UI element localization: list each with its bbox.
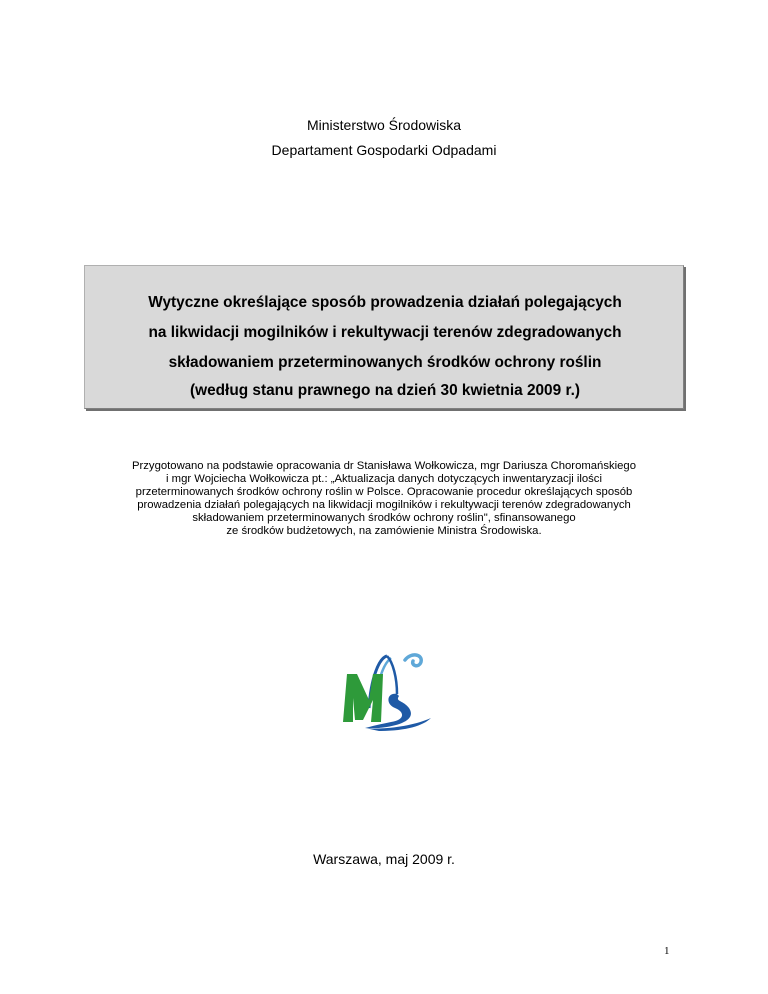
preparation-note-line: i mgr Wojciecha Wołkowicza pt.: „Aktualizacja danych dotyczących inwentaryzacji ilości	[166, 473, 602, 485]
preparation-note-line: składowaniem przeterminowanych środków ochrony roślin", sfinansowanego	[192, 512, 576, 524]
preparation-note-line: Przygotowano na podstawie opracowania dr Stanisława Wołkowicza, mgr Dariusza Choromańskiego	[131, 460, 636, 472]
title-line: (według stanu prawnego na dzień 30 kwietnia 2009 r.)	[190, 382, 580, 399]
title-line: Wytyczne określające sposób prowadzenia działań polegających	[148, 294, 622, 311]
ministry-of-environment-logo-icon	[335, 648, 435, 732]
title-line: składowaniem przeterminowanych środków ochrony roślin	[168, 354, 602, 371]
preparation-note-line: prowadzenia działań polegających na likwidacji mogilników i rekultywacji terenów zdegradowanych	[137, 499, 631, 511]
place-and-date: Warszawa, maj 2009 r.	[313, 851, 455, 867]
ministry-name: Ministerstwo Środowiska	[306, 117, 462, 133]
preparation-note-line: ze środków budżetowych, na zamówienie Ministra Środowiska.	[226, 525, 542, 537]
preparation-note-line: przeterminowanych środków ochrony roślin w Polsce. Opracowanie procedur określających sposób	[135, 486, 633, 498]
title-line: na likwidacji mogilników i rekultywacji terenów zdegradowanych	[148, 324, 622, 341]
page-number: 1	[664, 945, 670, 957]
department-name: Departament Gospodarki Odpadami	[271, 142, 497, 158]
title-box	[84, 265, 684, 409]
